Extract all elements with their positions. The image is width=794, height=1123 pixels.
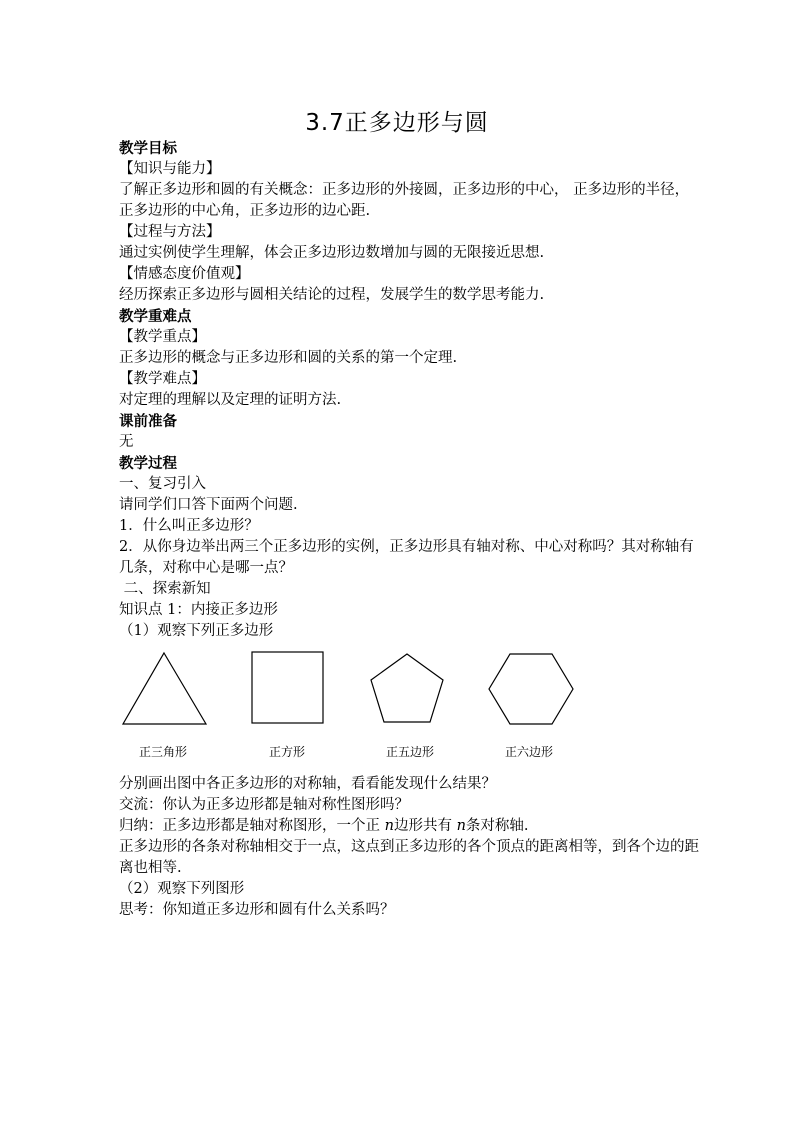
document-body [119, 138, 699, 921]
review-intro: 请同学们口答下面两个问题. [119, 497, 298, 513]
knowledge-tag: 【知识与能力】 [119, 161, 221, 177]
exchange-text: 交流：你认为正多边形都是轴对称性图形吗？ [119, 797, 409, 813]
square-figure [250, 650, 326, 726]
emotion-text: 经历探索正多边形与圆相关结论的过程，发展学生的数学思考能力. [119, 287, 545, 303]
question-2-line-1: 2．从你身边举出两三个正多边形的实例，正多边形具有轴对称、中心对称吗？其对称轴有 [119, 539, 694, 555]
hexagon-label: 正六边形 [505, 745, 554, 759]
explore-title: 二、探索新知 [119, 581, 211, 597]
knowledge-point-1: 知识点 1：内接正多边形 [119, 602, 278, 618]
summary-part-b: 边形共有 [393, 818, 457, 834]
review-title: 一、复习引入 [119, 476, 206, 492]
after-figure-text: 分别画出图中各正多边形的对称轴，看看能发现什么结果？ [119, 776, 496, 792]
triangle-label: 正三角形 [139, 745, 188, 759]
square-label: 正方形 [269, 745, 306, 759]
triangle-figure [121, 650, 211, 730]
prep-heading: 课前准备 [119, 413, 177, 430]
hexagon-figure [487, 650, 577, 730]
pentagon-figure [369, 650, 449, 730]
question-2-line-2: 几条，对称中心是哪一点？ [119, 560, 293, 576]
summary-text [119, 816, 679, 837]
pentagon-label: 正五边形 [386, 745, 435, 759]
observe-1: （1）观察下列正多边形 [119, 623, 274, 639]
summary-var-n-2: n [456, 818, 466, 834]
think-question: 思考：你知道正多边形和圆有什么关系吗？ [119, 902, 395, 918]
conclusion-line-2: 离也相等. [119, 860, 182, 876]
question-1: 1．什么叫正多边形？ [119, 518, 259, 534]
summary-part-c: 条对称轴. [465, 818, 529, 834]
goals-heading: 教学目标 [119, 140, 177, 157]
process-tag: 【过程与方法】 [119, 224, 221, 240]
knowledge-text-1: 了解正多边形和圆的有关概念：正多边形的外接圆，正多边形的中心， 正多边形的半径， [119, 182, 690, 198]
difficulty-tag: 【教学难点】 [119, 371, 206, 387]
key-text: 正多边形的概念与正多边形和圆的关系的第一个定理. [119, 350, 458, 366]
knowledge-text-2: 正多边形的中心角，正多边形的边心距. [119, 203, 371, 219]
page-title: 3.7正多边形与圆 [305, 110, 489, 136]
key-tag: 【教学重点】 [119, 329, 206, 345]
summary-part-a: 归纳：正多边形都是轴对称图形，一个正 [119, 818, 385, 834]
polygon-figures [119, 650, 679, 768]
conclusion-line-1: 正多边形的各条对称轴相交于一点，这点到正多边形的各个顶点的距离相等，到各个边的距 [119, 839, 699, 855]
process-heading: 教学过程 [119, 455, 177, 472]
summary-var-n-1: n [384, 818, 394, 834]
observe-2: （2）观察下列图形 [119, 881, 245, 897]
prep-text: 无 [119, 434, 134, 450]
keypoints-heading: 教学重难点 [119, 308, 192, 325]
difficulty-text: 对定理的理解以及定理的证明方法. [119, 392, 342, 408]
process-text: 通过实例使学生理解，体会正多边形边数增加与圆的无限接近思想. [119, 245, 545, 261]
emotion-tag: 【情感态度价值观】 [119, 266, 250, 282]
